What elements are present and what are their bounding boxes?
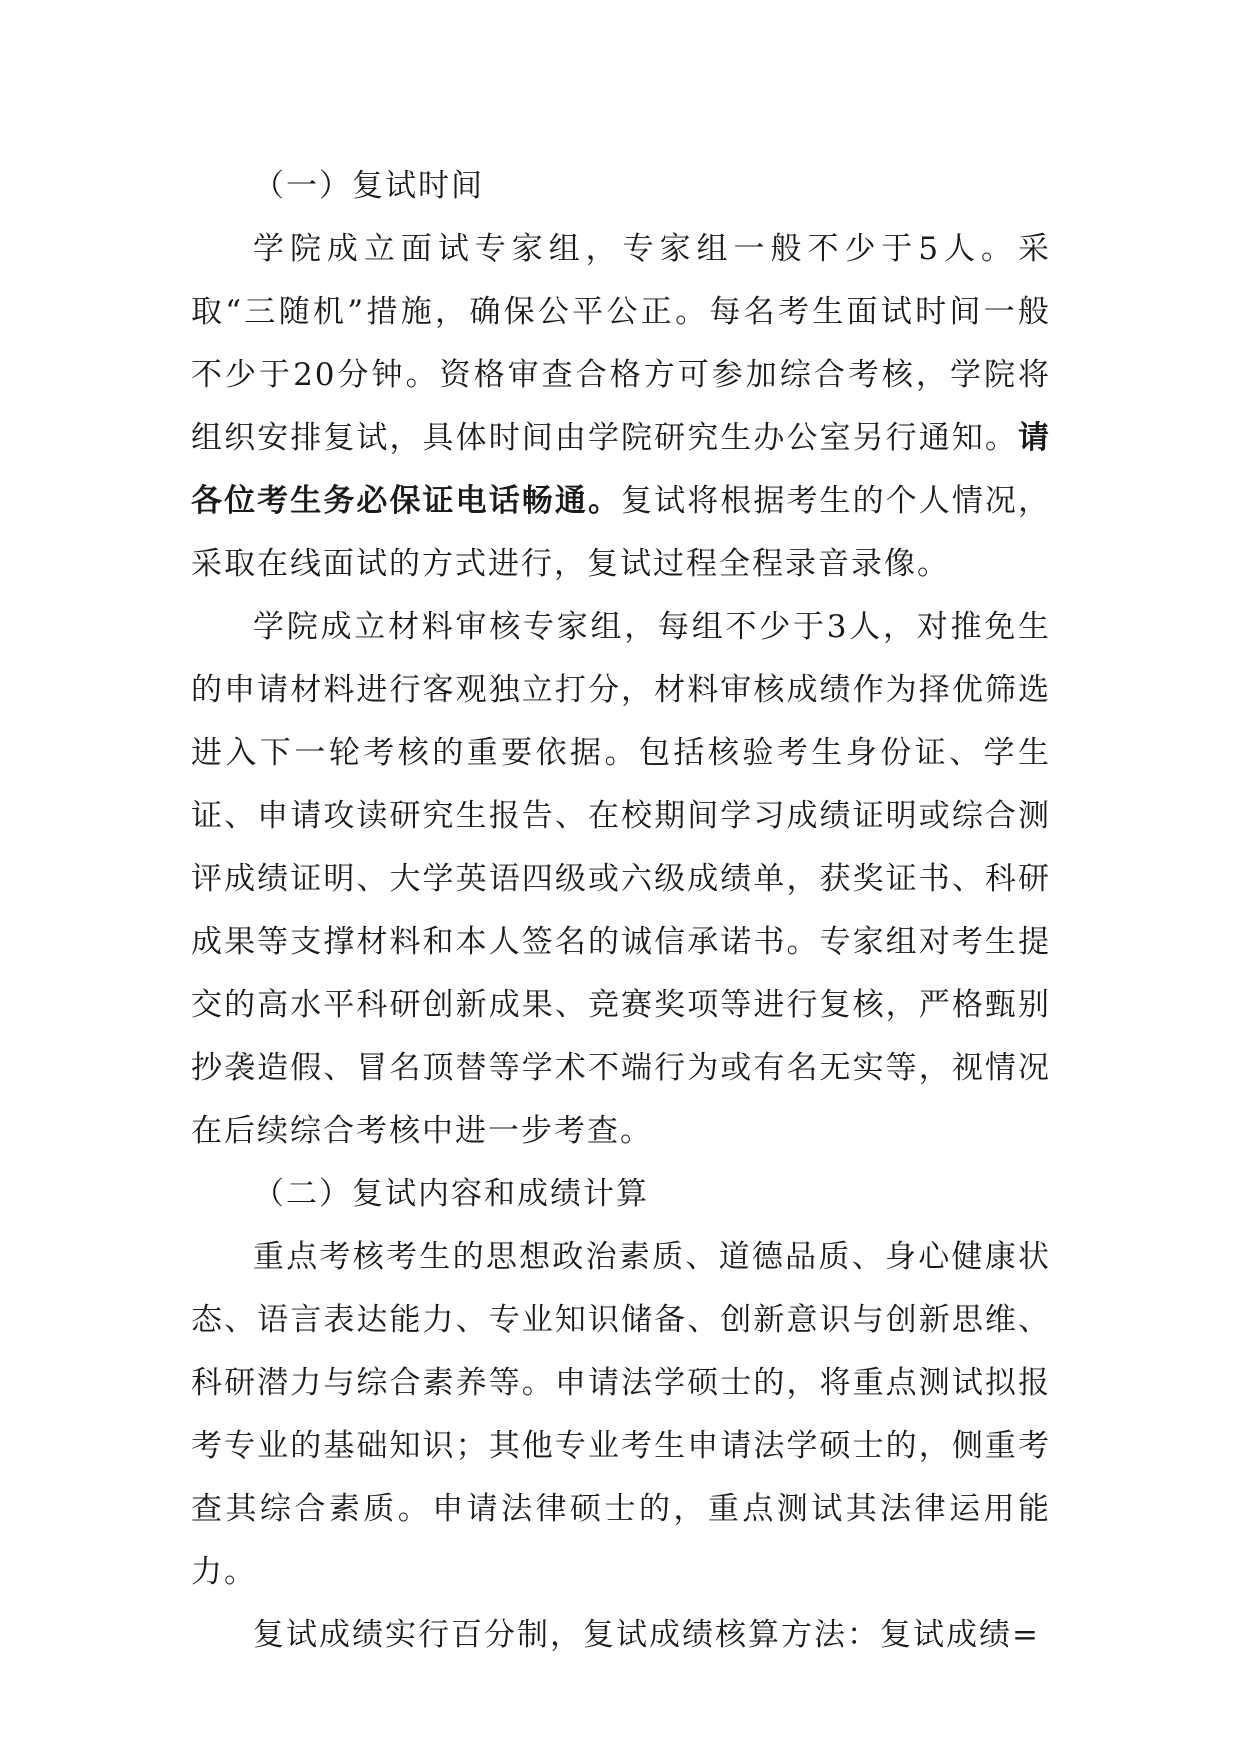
paragraph-material-review: 学院成立材料审核专家组，每组不少于3人，对推免生的申请材料进行客观独立打分，材料审核成绩作为择优筛选进入下一轮考核的重要依据。包括核验考生身份证、学生证、申请攻读研究生报告、在校期间学习成绩证明或综合测评成绩证明、大学英语四级或六级成绩单，获奖证书、科研成果等支撑材料和本人签名的诚信承诺书。专家组对考生提交的高水平科研创新成果、竞赛奖项等进行复核，严格甄别抄袭造假、冒名顶替等学术不端行为或有名无实等，视情况在后续综合考核中进一步考查。 <box>191 609 1051 1149</box>
bold-notice: 请各位考生务必保证电话畅通。 <box>191 420 1051 519</box>
paragraph-score-calculation: 复试成绩实行百分制，复试成绩核算方法：复试成绩= <box>253 1617 1040 1653</box>
section-heading-retest-time: （一）复试时间 <box>253 168 484 204</box>
document-body <box>191 155 1051 1667</box>
paragraph-assessment-focus: 重点考核考生的思想政治素质、道德品质、身心健康状态、语言表达能力、专业知识储备、创新意识与创新思维、科研潜力与综合素养等。申请法学硕士的，将重点测试拟报考专业的基础知识；其他专业考生申请法学硕士的，侧重考查其综合素质。申请法律硕士的，重点测试其法律运用能力。 <box>191 1239 1051 1590</box>
paragraph-interview-panel <box>191 218 1051 596</box>
section-heading-retest-content: （二）复试内容和成绩计算 <box>253 1176 649 1212</box>
paragraph-text: 复试将根据考生的个人情况，采取在线面试的方式进行，复试过程全程录音录像。 <box>191 483 1052 582</box>
paragraph-text: 学院成立面试专家组，专家组一般不少于5人。采取“三随机”措施，确保公平公正。每名考生面试时间一般不少于20分钟。资格审查合格方可参加综合考核，学院将组织安排复试，具体时间由学院研究生办公室另行通知。 <box>191 231 1051 456</box>
